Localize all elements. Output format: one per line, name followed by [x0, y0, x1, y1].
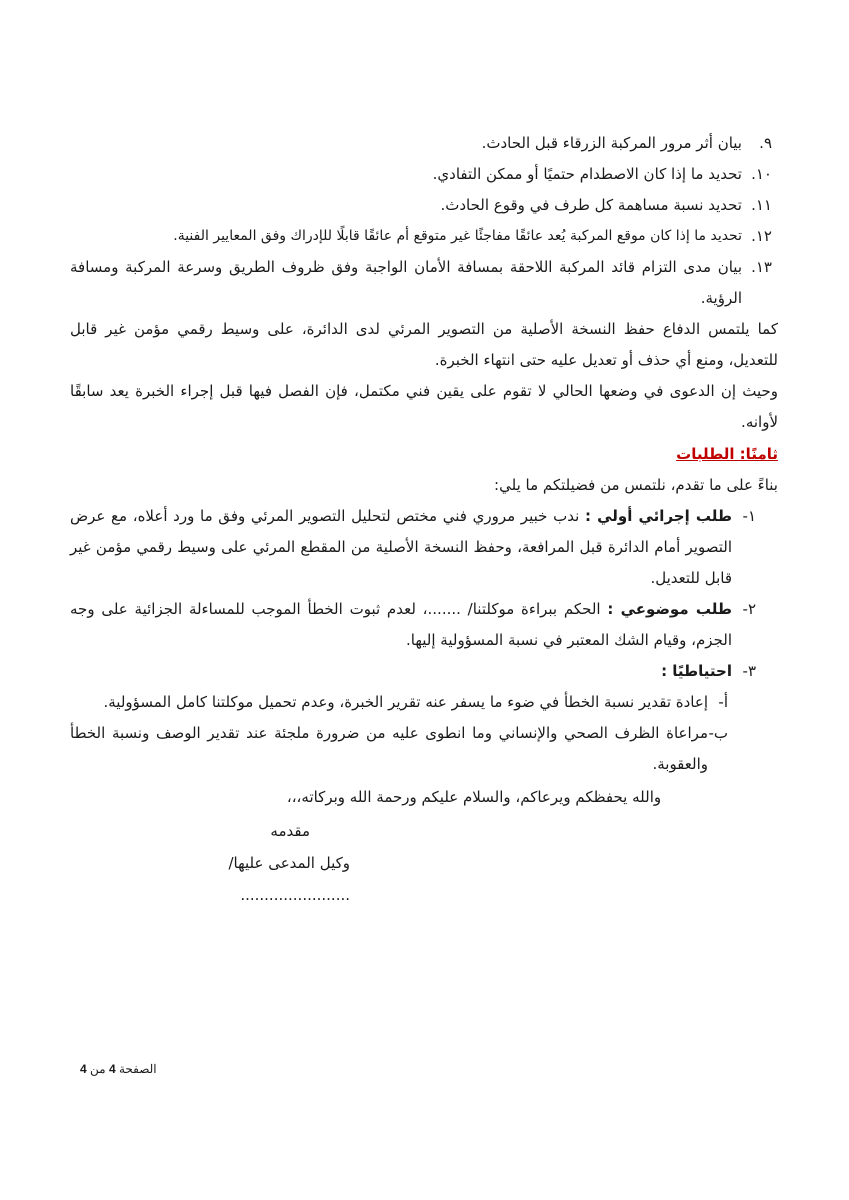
document-body	[70, 128, 778, 813]
item-number: ١١.	[751, 196, 772, 214]
item-text: بيان مدى التزام قائد المركبة اللاحقة بمسافة الأمان الواجبة وفق ظروف الطريق وسرعة المركبة ومسافة الرؤية.	[70, 258, 742, 307]
request-title: طلب موضوعي :	[607, 600, 732, 618]
signature-role: وكيل المدعى عليها/	[228, 854, 350, 872]
list-item	[70, 128, 778, 159]
footer-label: الصفحة	[118, 1062, 157, 1076]
sub-request-text: إعادة تقدير نسبة الخطأ في ضوء ما يسفر عنه تقرير الخبرة، وعدم تحميل موكلتنا كامل المسؤولية.	[103, 693, 708, 711]
section-heading: ثامنًا: الطلبات	[676, 445, 778, 463]
list-item	[70, 252, 778, 314]
request-body	[70, 594, 732, 656]
request-number: ١-	[742, 507, 756, 525]
request-body	[70, 656, 732, 687]
request-number: ٢-	[742, 600, 756, 618]
list-item	[70, 159, 778, 190]
item-text: تحديد نسبة مساهمة كل طرف في وقوع الحادث.	[440, 196, 742, 214]
list-item	[70, 190, 778, 221]
request-item	[70, 501, 778, 594]
sub-request-item	[70, 687, 778, 718]
footer-current-page: 4	[108, 1062, 116, 1076]
signature-title: مقدمه	[270, 822, 310, 840]
sub-request-item	[70, 718, 778, 780]
page-footer	[80, 1062, 157, 1076]
request-number: ٣-	[742, 662, 756, 680]
footer-separator: من	[90, 1062, 106, 1076]
request-item	[70, 594, 778, 656]
paragraph: كما يلتمس الدفاع حفظ النسخة الأصلية من التصوير المرئي لدى الدائرة، على وسيط رقمي مؤمن غير قابل للتعديل، ومنع أي حذف أو تعديل عليه حتى انتهاء الخبرة.	[70, 320, 778, 369]
request-body	[70, 501, 732, 594]
item-number: ١٢.	[751, 227, 772, 245]
request-title: طلب إجرائي أولي :	[584, 507, 732, 525]
item-number: ١٠.	[751, 165, 772, 183]
request-title: احتياطيًا :	[661, 662, 732, 680]
request-item	[70, 656, 778, 687]
list-item	[70, 221, 778, 252]
closing-line: والله يحفظكم ويرعاكم، والسلام عليكم ورحمة الله وبركاته،،،	[286, 788, 662, 806]
paragraph: وحيث إن الدعوى في وضعها الحالي لا تقوم على يقين فني مكتمل، فإن الفصل فيها قبل إجراء الخبرة يعد سابقًا لأوانه.	[70, 382, 778, 431]
sub-request-letter: ب-	[708, 724, 728, 742]
item-text: بيان أثر مرور المركبة الزرقاء قبل الحادث.	[481, 134, 742, 152]
item-text: تحديد ما إذا كان موقع المركبة يُعد عائقًا مفاجئًا غير متوقع أم عائقًا قابلًا للإدراك وفق المعايير الفنية.	[173, 228, 742, 244]
request-text: الحكم ببراءة موكلتنا/ .......، لعدم ثبوت الخطأ الموجب للمساءلة الجزائية على وجه الجزم، وقيام الشك المعتبر في نسبة المسؤولية إليها.	[70, 600, 732, 649]
request-text: ندب خبير مروري فني مختص لتحليل التصوير المرئي وفق ما ورد أعلاه، مع عرض التصوير أمام الدائرة قبل المرافعة، وحفظ النسخة الأصلية من المقطع المرئي على وسيط رقمي مؤمن غير قابل للتعديل.	[70, 507, 732, 587]
sub-request-text: مراعاة الظرف الصحي والإنساني وما انطوى عليه من ضرورة ملجئة عند تقدير الوصف ونسبة الخطأ والعقوبة.	[70, 724, 708, 773]
item-text: تحديد ما إذا كان الاصطدام حتميًا أو ممكن التفادي.	[432, 165, 742, 183]
signature-placeholder: .......................	[240, 886, 350, 904]
footer-total-pages: 4	[80, 1062, 87, 1076]
item-number: ٩.	[759, 134, 772, 152]
signature-block	[150, 815, 350, 911]
item-number: ١٣.	[751, 258, 772, 276]
sub-request-letter: أ-	[718, 693, 728, 711]
requests-intro: بناءً على ما تقدم، نلتمس من فضيلتكم ما يلي:	[494, 476, 778, 494]
